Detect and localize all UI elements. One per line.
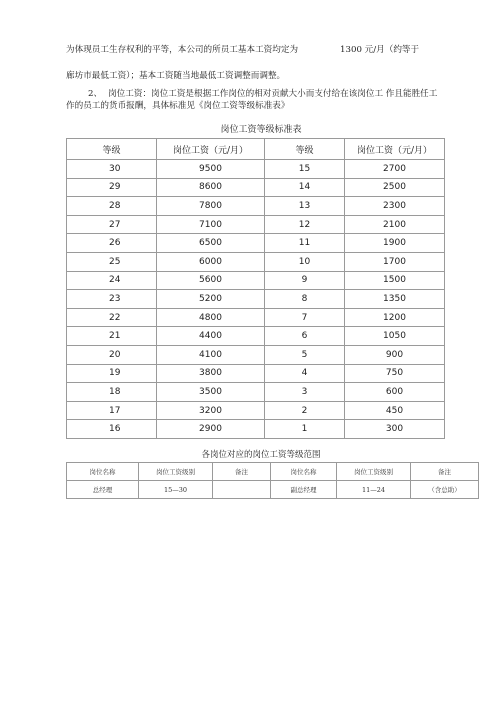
paragraph-line-2: 廊坊市最低工资）；基本工资随当地最低工资调整而调整。: [66, 71, 286, 81]
paragraph-line-1: [66, 44, 419, 56]
base-salary-amount: 1300 元/月（约等于: [340, 45, 420, 55]
table-row: [67, 252, 445, 271]
paragraph-line-3: [66, 88, 437, 100]
table-cell: 7800: [157, 197, 265, 216]
table-cell: 24: [67, 271, 157, 290]
table-cell: 29: [67, 178, 157, 197]
table-cell: 1350: [345, 290, 445, 309]
table-row: [67, 215, 445, 234]
table-cell: 27: [67, 215, 157, 234]
table-cell: 14: [265, 178, 345, 197]
table-cell: 8: [265, 290, 345, 309]
table-cell: 1700: [345, 252, 445, 271]
grade-table: [66, 138, 445, 439]
table-row: [67, 383, 445, 402]
table-cell: 4400: [157, 327, 265, 346]
table-cell: 5200: [157, 290, 265, 309]
table-cell: 18: [67, 383, 157, 402]
table-row: [67, 401, 445, 420]
table-cell: 15: [265, 160, 345, 179]
table-cell: 15—30: [139, 481, 213, 499]
table-cell: 21: [67, 327, 157, 346]
range-table-header-row: [67, 463, 479, 481]
table-cell: 7: [265, 308, 345, 327]
table-row: [67, 197, 445, 216]
table-cell: （含总助）: [411, 481, 479, 499]
table-cell: 20: [67, 345, 157, 364]
table-cell: 26: [67, 234, 157, 253]
table-cell: 1500: [345, 271, 445, 290]
table-cell: 2500: [345, 178, 445, 197]
table-cell: 12: [265, 215, 345, 234]
header-salary-2: 岗位工资（元/月）: [345, 139, 445, 160]
table-cell: 2900: [157, 420, 265, 439]
table-cell: 23: [67, 290, 157, 309]
table-cell: 17: [67, 401, 157, 420]
header-salary-level-1: 岗位工资级别: [139, 463, 213, 481]
table-cell: 450: [345, 401, 445, 420]
table-cell: 2100: [345, 215, 445, 234]
table-row: [67, 290, 445, 309]
header-salary-1: 岗位工资（元/月）: [157, 139, 265, 160]
table-row: [67, 271, 445, 290]
header-position-name-2: 岗位名称: [271, 463, 337, 481]
table-cell: 900: [345, 345, 445, 364]
table-row: [67, 345, 445, 364]
table-row: [67, 364, 445, 383]
table-cell: 600: [345, 383, 445, 402]
table-cell: 9500: [157, 160, 265, 179]
table-cell: 25: [67, 252, 157, 271]
table-cell: 3200: [157, 401, 265, 420]
table-cell: 4: [265, 364, 345, 383]
table-cell: 750: [345, 364, 445, 383]
header-grade-2: 等级: [265, 139, 345, 160]
header-grade-1: 等级: [67, 139, 157, 160]
paragraph-line-3-text: 岗位工资：岗位工资是根据工作岗位的相对贡献大小而支付给在该岗位工 作且能胜任工: [108, 89, 438, 99]
table-cell: 总经理: [67, 481, 139, 499]
table-cell: 2700: [345, 160, 445, 179]
table-cell: 1050: [345, 327, 445, 346]
table-cell: 19: [67, 364, 157, 383]
table-cell: 7100: [157, 215, 265, 234]
table-cell: 8600: [157, 178, 265, 197]
table-cell: 300: [345, 420, 445, 439]
table-cell: 16: [67, 420, 157, 439]
table-cell: 13: [265, 197, 345, 216]
grade-table-header-row: [67, 139, 445, 160]
table-cell: 2: [265, 401, 345, 420]
table-cell: 28: [67, 197, 157, 216]
table-cell: 4800: [157, 308, 265, 327]
table-cell: 6000: [157, 252, 265, 271]
table-cell: 9: [265, 271, 345, 290]
table-cell: 5: [265, 345, 345, 364]
paragraph-line-1-text: 为体现员工生存权利的平等，本公司的所员工基本工资均定为: [66, 45, 299, 55]
table-cell: 1200: [345, 308, 445, 327]
section-number: 2、: [88, 89, 103, 99]
table-cell: 6: [265, 327, 345, 346]
table-cell: 22: [67, 308, 157, 327]
table-cell: 3500: [157, 383, 265, 402]
paragraph-line-4: 作的员工的货币报酬，具体标准见《岗位工资等级标准表》: [66, 101, 290, 111]
table-cell: 30: [67, 160, 157, 179]
table-row: [67, 308, 445, 327]
table-cell: 2300: [345, 197, 445, 216]
header-position-name-1: 岗位名称: [67, 463, 139, 481]
table-cell: 10: [265, 252, 345, 271]
table-row: [67, 481, 479, 499]
table-row: [67, 160, 445, 179]
range-table-caption: 各岗位对应的岗位工资等级范围: [201, 450, 321, 460]
table-cell: 副总经理: [271, 481, 337, 499]
table-cell: [213, 481, 271, 499]
table-row: [67, 178, 445, 197]
table-cell: 11: [265, 234, 345, 253]
header-remark-1: 备注: [213, 463, 271, 481]
table-cell: 11—24: [337, 481, 411, 499]
table-cell: 1900: [345, 234, 445, 253]
header-salary-level-2: 岗位工资级别: [337, 463, 411, 481]
table-cell: 4100: [157, 345, 265, 364]
table-row: [67, 327, 445, 346]
header-remark-2: 备注: [411, 463, 479, 481]
table-row: [67, 234, 445, 253]
table-cell: 5600: [157, 271, 265, 290]
table-row: [67, 420, 445, 439]
range-table: [66, 462, 479, 499]
grade-table-caption: 岗位工资等级标准表: [220, 125, 302, 135]
table-cell: 6500: [157, 234, 265, 253]
table-cell: 3800: [157, 364, 265, 383]
table-cell: 3: [265, 383, 345, 402]
table-cell: 1: [265, 420, 345, 439]
